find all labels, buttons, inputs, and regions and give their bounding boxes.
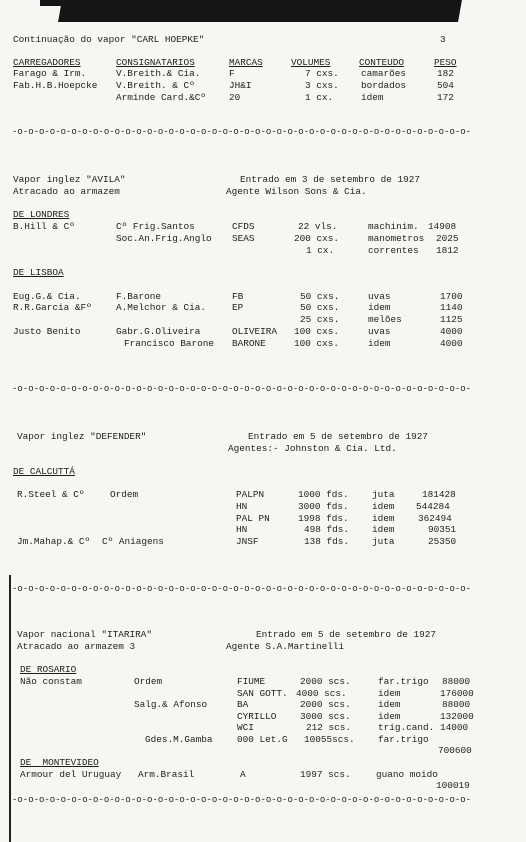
cell: A (240, 769, 246, 780)
cell: 176000 (440, 688, 474, 699)
cell: 182 (437, 68, 454, 79)
cell: HN (236, 524, 248, 535)
cell: 7 cxs. (305, 68, 339, 79)
cell: idem (372, 501, 395, 512)
cell: BA (237, 699, 249, 710)
cell: 14000 (440, 722, 469, 733)
cell: 90351 (428, 524, 457, 535)
cell: FB (232, 291, 244, 302)
cell: Armour del Uruguay (20, 769, 122, 780)
scan-left-edge (9, 575, 11, 842)
cell: BARONE (232, 338, 266, 349)
cell: uvas (368, 291, 391, 302)
separator-line: -o-o-o-o-o-o-o-o-o-o-o-o-o-o-o-o-o-o-o-o-o-o-o-o-o-o-o-o-o-o-o-o-o-o-o-o-o-o-o-o-o-o- (12, 796, 472, 805)
cell: 544284 (416, 501, 450, 512)
page-number: 3 (440, 34, 446, 45)
cell: 498 fds. (304, 524, 350, 535)
cell: V.Breith. & Cº (116, 80, 195, 91)
ship-avila-berth: Atracado ao armazem (13, 186, 120, 197)
cell: PAL PN (236, 513, 270, 524)
cell: Arm.Brasil (138, 769, 195, 780)
cell: idem (372, 513, 395, 524)
cell: PALPN (236, 489, 265, 500)
origin-heading: DE LISBOA (13, 267, 64, 278)
ship-avila-arrival: Entrado em 3 de setembro de 1927 (240, 174, 421, 185)
cell: R.R.Garcia &Fº (13, 302, 92, 313)
origin-note: Não constam (20, 676, 82, 687)
cell: 1000 fds. (298, 489, 349, 500)
cell: F (229, 68, 235, 79)
cell: idem (372, 524, 395, 535)
cell: SAN GOTT. (237, 688, 288, 699)
ship-itarira-arrival: Entrado em 5 de setembro de 1927 (256, 629, 437, 640)
cell: 4000 scs. (296, 688, 347, 699)
continuation-title: Continuação do vapor "CARL HOEPKE" (13, 34, 205, 45)
cell: 1 cx. (305, 92, 334, 103)
col-header-marcas: MARCAS (229, 57, 263, 68)
origin-heading: DE MONTEVIDEO (20, 757, 99, 768)
cell: F.Barone (116, 291, 162, 302)
ship-defender-title: Vapor inglez "DEFENDER" (17, 431, 147, 442)
cell: Arminde Card.&Cº (116, 92, 207, 103)
cell: 3000 fds. (298, 501, 349, 512)
cell: 1140 (440, 302, 463, 313)
cell: 181428 (422, 489, 456, 500)
cell: 88000 (442, 676, 471, 687)
cell: HN (236, 501, 248, 512)
cell: 132000 (440, 711, 474, 722)
origin-heading: DE CALCUTTÁ (13, 466, 75, 477)
cell: 20 (229, 92, 241, 103)
cell: melões (368, 314, 402, 325)
cell: 200 cxs. (294, 233, 340, 244)
cell: manometros (368, 233, 425, 244)
cell: SEAS (232, 233, 255, 244)
cell: CYRILLO (237, 711, 277, 722)
cell: CFDS (232, 221, 255, 232)
cell: 3 cxs. (305, 80, 339, 91)
cell: 172 (437, 92, 454, 103)
ship-itarira-berth: Atracado ao armazem 3 (17, 641, 136, 652)
cell: 504 (437, 80, 454, 91)
cell: 700600 (438, 745, 472, 756)
origin-heading: DE LONDRES (13, 209, 70, 220)
separator-line: -o-o-o-o-o-o-o-o-o-o-o-o-o-o-o-o-o-o-o-o-o-o-o-o-o-o-o-o-o-o-o-o-o-o-o-o-o-o-o-o-o-o- (12, 128, 472, 137)
cell: 1812 (436, 245, 459, 256)
ship-avila-agent: Agente Wilson Sons & Cia. (226, 186, 367, 197)
cell: 100 cxs. (294, 338, 340, 349)
cell: idem (361, 92, 384, 103)
cell: 212 scs. (306, 722, 352, 733)
ship-defender-arrival: Entrado em 5 de setembro de 1927 (248, 431, 429, 442)
cell: idem (368, 302, 391, 313)
cell: juta (372, 536, 395, 547)
cell: Fab.H.B.Hoepcke (13, 80, 98, 91)
cell: 22 vls. (298, 221, 338, 232)
separator-line: -o-o-o-o-o-o-o-o-o-o-o-o-o-o-o-o-o-o-o-o-o-o-o-o-o-o-o-o-o-o-o-o-o-o-o-o-o-o-o-o-o-o- (12, 585, 472, 594)
cell: idem (378, 711, 401, 722)
cell: FIUME (237, 676, 266, 687)
cell: 50 cxs. (300, 291, 340, 302)
scan-top-shadow-left (40, 0, 140, 6)
cell: camarões (361, 68, 407, 79)
cell: A.Melchor & Cia. (116, 302, 207, 313)
cell: Cº Aniagens (102, 536, 164, 547)
cell: far.trigo (378, 676, 429, 687)
cell: 1125 (440, 314, 463, 325)
cell: Jm.Mahap.& Cº (17, 536, 91, 547)
cell: 000 Let.G (237, 734, 288, 745)
cell: trig.cand. (378, 722, 435, 733)
col-header-consignatarios: CONSIGNATARIOS (116, 57, 195, 68)
cell: EP (232, 302, 244, 313)
separator-line: -o-o-o-o-o-o-o-o-o-o-o-o-o-o-o-o-o-o-o-o-o-o-o-o-o-o-o-o-o-o-o-o-o-o-o-o-o-o-o-o-o-o- (12, 385, 472, 394)
cell: 362494 (418, 513, 452, 524)
cell: Soc.An.Frig.Anglo (116, 233, 212, 244)
cell: R.Steel & Cº (17, 489, 85, 500)
cell: 50 cxs. (300, 302, 340, 313)
cell: 1 cx. (306, 245, 335, 256)
cell: far.trigo (378, 734, 429, 745)
cell: B.Hill & Cº (13, 221, 75, 232)
cell: bordados (361, 80, 407, 91)
cell: 4000 (440, 326, 463, 337)
cell: 14908 (428, 221, 457, 232)
cell: JH&I (229, 80, 252, 91)
cell: Eug.G.& Cia. (13, 291, 81, 302)
cell: Farago & Irm. (13, 68, 87, 79)
cell: idem (368, 338, 391, 349)
col-header-carregadores: CARREGADORES (13, 57, 81, 68)
cell: 2000 scs. (300, 676, 351, 687)
cell: 4000 (440, 338, 463, 349)
cell: Cº Frig.Santos (116, 221, 195, 232)
cell: Francisco Barone (124, 338, 215, 349)
cell: 100019 (436, 780, 470, 791)
col-header-volumes: VOLUMES (291, 57, 331, 68)
cell: 100 cxs. (294, 326, 340, 337)
cell: Justo Benito (13, 326, 81, 337)
cell: 25350 (428, 536, 457, 547)
cell: 1997 scs. (300, 769, 351, 780)
cell: juta (372, 489, 395, 500)
cell: 3000 scs. (300, 711, 351, 722)
col-header-conteudo: CONTEUDO (359, 57, 405, 68)
cell: guano moido (376, 769, 438, 780)
cell: 138 fds. (304, 536, 350, 547)
cell: V.Breith.& Cia. (116, 68, 201, 79)
col-header-peso: PESO (434, 57, 457, 68)
cell: idem (378, 688, 401, 699)
origin-heading: DE ROSARIO (20, 664, 77, 675)
cell: 10055scs. (304, 734, 355, 745)
cell: idem (378, 699, 401, 710)
cell: Salg.& Afonso (134, 699, 208, 710)
cell: 2000 scs. (300, 699, 351, 710)
cell: WCI (237, 722, 254, 733)
cell: 25 cxs. (300, 314, 340, 325)
ship-itarira-title: Vapor nacional "ITARIRA" (17, 629, 153, 640)
cell: 1998 fds. (298, 513, 349, 524)
cell: correntes (368, 245, 419, 256)
cell: OLIVEIRA (232, 326, 278, 337)
cell: 1700 (440, 291, 463, 302)
cell: 2025 (436, 233, 459, 244)
cell: Gdes.M.Gamba (145, 734, 213, 745)
cell: Ordem (134, 676, 163, 687)
cell: Ordem (110, 489, 139, 500)
cell: 88000 (442, 699, 471, 710)
cell: machinim. (368, 221, 419, 232)
cell: uvas (368, 326, 391, 337)
cell: JNSF (236, 536, 259, 547)
ship-itarira-agent: Agente S.A.Martinelli (226, 641, 345, 652)
cell: Gabr.G.Oliveira (116, 326, 201, 337)
ship-defender-agent: Agentes:- Johnston & Cia. Ltd. (228, 443, 397, 454)
ship-avila-title: Vapor inglez "AVILA" (13, 174, 126, 185)
